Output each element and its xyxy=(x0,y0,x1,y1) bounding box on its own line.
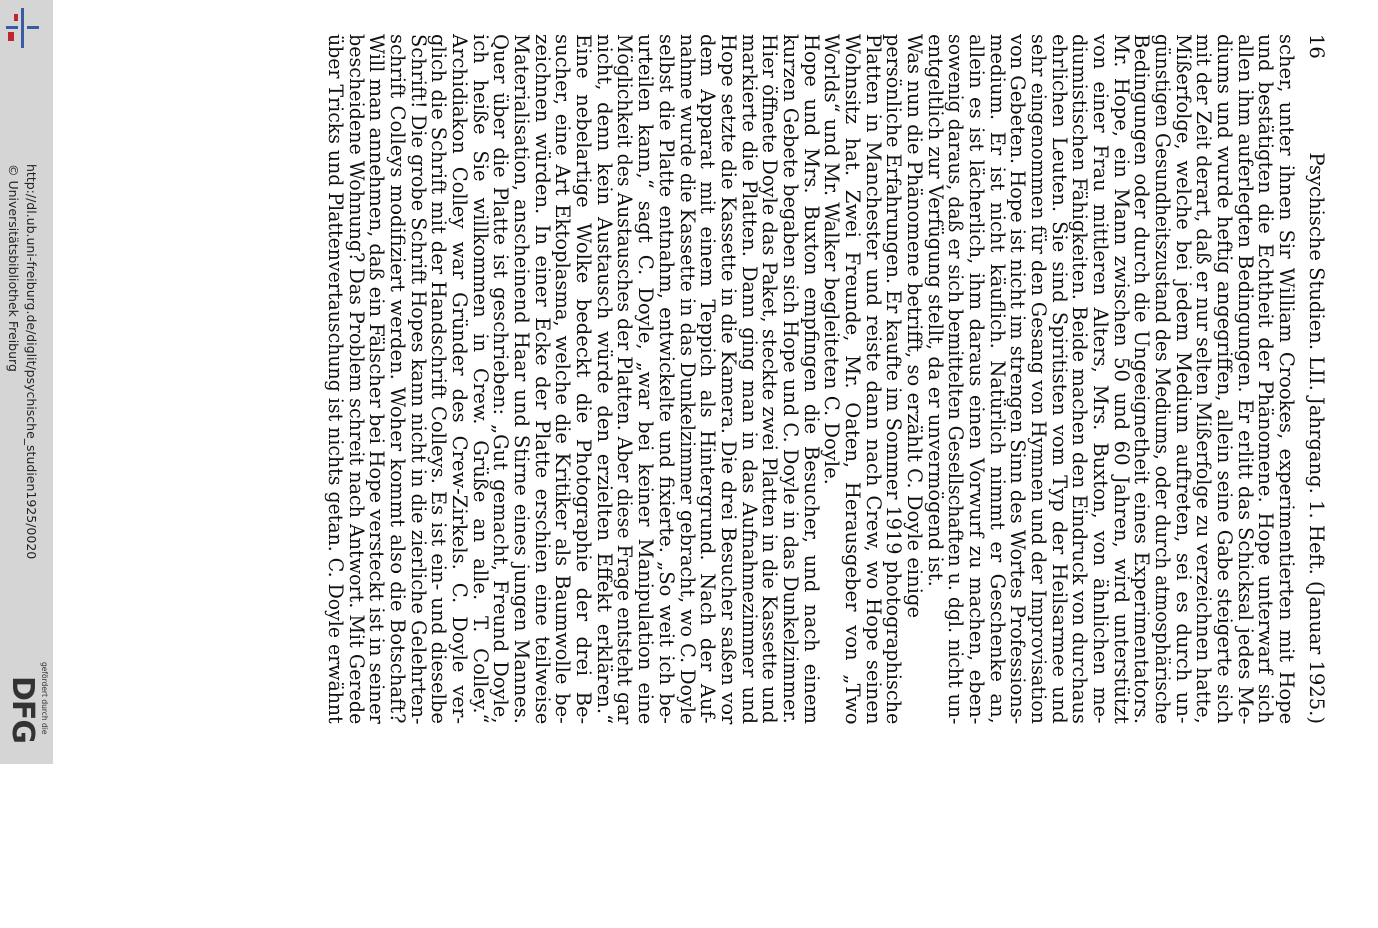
text-line: von Gebeten. Hope ist nicht im strengen Sinn des Wortes Professions- xyxy=(1006,34,1030,725)
text-line: sehr eingenommen für den Gesang von Hymnen und der Improvisation xyxy=(1026,34,1050,724)
text-line: medium. Er ist nicht käuflich. Natürlich nimmt er Geschenke an, xyxy=(985,34,1009,724)
text-line: Quer über die Platte ist geschrieben: „Gut gemacht, Freund Doyle, xyxy=(489,34,513,724)
text-line: Mißerfolge, welche bei jedem Medium auftreten, sei es durch un- xyxy=(1171,34,1195,724)
text-line: markierte die Platten. Dann ging man in das Aufnahmezimmer und xyxy=(737,34,761,725)
text-line: schrift Colleys modifiziert werden. Woher kommt also die Botschaft? xyxy=(386,34,410,724)
text-line: diumistischen Fähigkeiten. Beide machen den Eindruck von durchaus xyxy=(1068,34,1092,724)
text-line: glich die Schrift mit der Handschrift Colleys. Es ist ein- und dieselbe xyxy=(427,34,451,724)
scanned-page xyxy=(165,34,1330,724)
text-line: entgeltlich zur Verfügung stellt, da er unvermögend ist. xyxy=(923,34,947,587)
text-line: Was nun die Phänomene betrifft, so erzählt C. Doyle einige xyxy=(902,34,926,619)
text-line: Worlds“ und Mr. Walker begleiteten C. Doyle. xyxy=(820,34,844,485)
text-line: nahme wurde die Kassette in das Dunkelzimmer gebracht, wo C. Doyle xyxy=(675,34,699,725)
text-line: ehrlichen Leuten. Sie sind Spiritisten vom Typ der Heilsarmee und xyxy=(1047,34,1071,724)
text-line: Materialisation, anscheinend Haar und Stirne eines jungen Mannes. xyxy=(510,34,534,725)
text-line: Hope setzte die Kassette in die Kamera. Die drei Besucher saßen vor xyxy=(716,34,740,725)
text-line: urteilen kann,“ sagt C. Doyle, „war bei keiner Manipulation eine xyxy=(634,34,658,725)
text-line: persönliche Erfahrungen. Er kaufte im Sommer 1919 photographische xyxy=(882,34,906,725)
text-line: Hope und Mrs. Buxton empfingen die Besucher, und nach einem xyxy=(799,34,823,725)
copyright-notice: © Universitätsbibliothek Freiburg xyxy=(6,164,21,372)
text-line: scher, unter ihnen Sir William Crookes, experimentierten mit Hope xyxy=(1275,34,1298,725)
text-line: Wohnsitz hat. Zwei Freunde, Mr. Oaten, Herausgeber von „Two xyxy=(840,34,864,725)
text-line: ich heiße Sie willkommen in Crew. Grüße an alle. T. Colley.“ xyxy=(468,34,492,724)
text-line: allein es ist lächerlich, ihm daraus einen Vorwurf zu machen, eben- xyxy=(964,34,988,725)
dfg-logo: DFG xyxy=(5,676,40,744)
text-line: sucher, eine Art Ektoplasma, welche die Kritiker als Baumwolle be- xyxy=(551,34,575,724)
text-line: von einer Frau mittleren Alters, Mrs. Buxton, von ähnlichen me- xyxy=(1088,34,1112,724)
text-line: Hier öffnete Doyle das Paket, steckte zwei Platten in die Kassette und xyxy=(758,34,782,724)
text-line: diums und wurde heftig angegriffen, allein seine Gabe steigerte sich xyxy=(1212,34,1236,724)
text-line: Schrift! Die grobe Schrift Hopes kann nicht in die zierliche Gelehrten- xyxy=(406,34,430,725)
text-line: Platten in Manchester und reiste dann nach Crew, wo Hope seinen xyxy=(861,34,885,725)
text-line: nicht, denn kein Austausch würde den erzielten Effekt erklären.“ xyxy=(592,34,616,725)
text-line: zeichnen würden. In einer Ecke der Platte erschien eine teilweise xyxy=(530,34,554,725)
viewer-sidebar xyxy=(0,0,53,764)
running-head: Psychische Studien. LII. Jahrgang. 1. Heft. (Januar 1925.) xyxy=(1305,152,1328,724)
source-url[interactable]: http://dl.ub.uni-freiburg.de/diglit/psychische_studien1925/0020 xyxy=(24,164,39,560)
text-line: mit der Zeit derart, daß er nur selten Mißerfolge zu verzeichnen hatte, xyxy=(1192,34,1216,724)
text-line: Will man annehmen, daß ein Fälscher bei Hope versteckt ist in seiner xyxy=(365,34,389,724)
text-line: kurzen Gebete begaben sich Hope und C. Doyle in das Dunkelzimmer. xyxy=(778,34,802,724)
text-line: Archidiakon Colley war Gründer des Crew-Zirkels. C. Doyle ver- xyxy=(448,34,472,724)
text-line: Mr. Hope, ein Mann zwischen 50 und 60 Jahren, wird unterstützt xyxy=(1109,34,1133,724)
text-line: günstigen Gesundheitszustand des Mediums, oder durch atmosphärische xyxy=(1150,34,1174,725)
text-line: bescheidene Wohnung? Das Problem schreit nach Antwort. Mit Gerede xyxy=(344,34,368,725)
text-line: dem Apparat mit einem Teppich als Hintergrund. Nach der Auf- xyxy=(696,34,720,724)
library-logo-icon xyxy=(3,6,45,50)
text-line: und bestätigten die Echtheit der Phänomene. Hope unterwarf sich xyxy=(1254,34,1278,724)
page-header xyxy=(1302,34,1330,724)
body-text xyxy=(324,34,1296,724)
funder-note: gefördert durch die xyxy=(40,662,49,735)
text-line: über Tricks und Plattenvertauschung ist nichts getan. C. Doyle erwähnt xyxy=(324,34,348,724)
text-line: sowenig daraus, daß er sich bemittelten Gesellschaften u. dgl. nicht un- xyxy=(944,34,968,725)
page-number: 16 xyxy=(1305,34,1328,59)
text-line: allen ihm auferlegten Bedingungen. Er erlitt das Schicksal jedes Me- xyxy=(1233,34,1257,725)
text-line: selbst die Platte entnahm, entwickelte und fixierte. „So weit ich be- xyxy=(654,34,678,724)
text-line: Eine nebelartige Wolke bedeckt die Photographie der drei Be- xyxy=(572,34,596,725)
text-line: Möglichkeit des Austausches der Platten. Aber diese Frage entsteht gar xyxy=(613,34,637,725)
text-line: Bedingungen oder durch die Ungeeignetheit eines Experimentators. xyxy=(1130,34,1154,725)
